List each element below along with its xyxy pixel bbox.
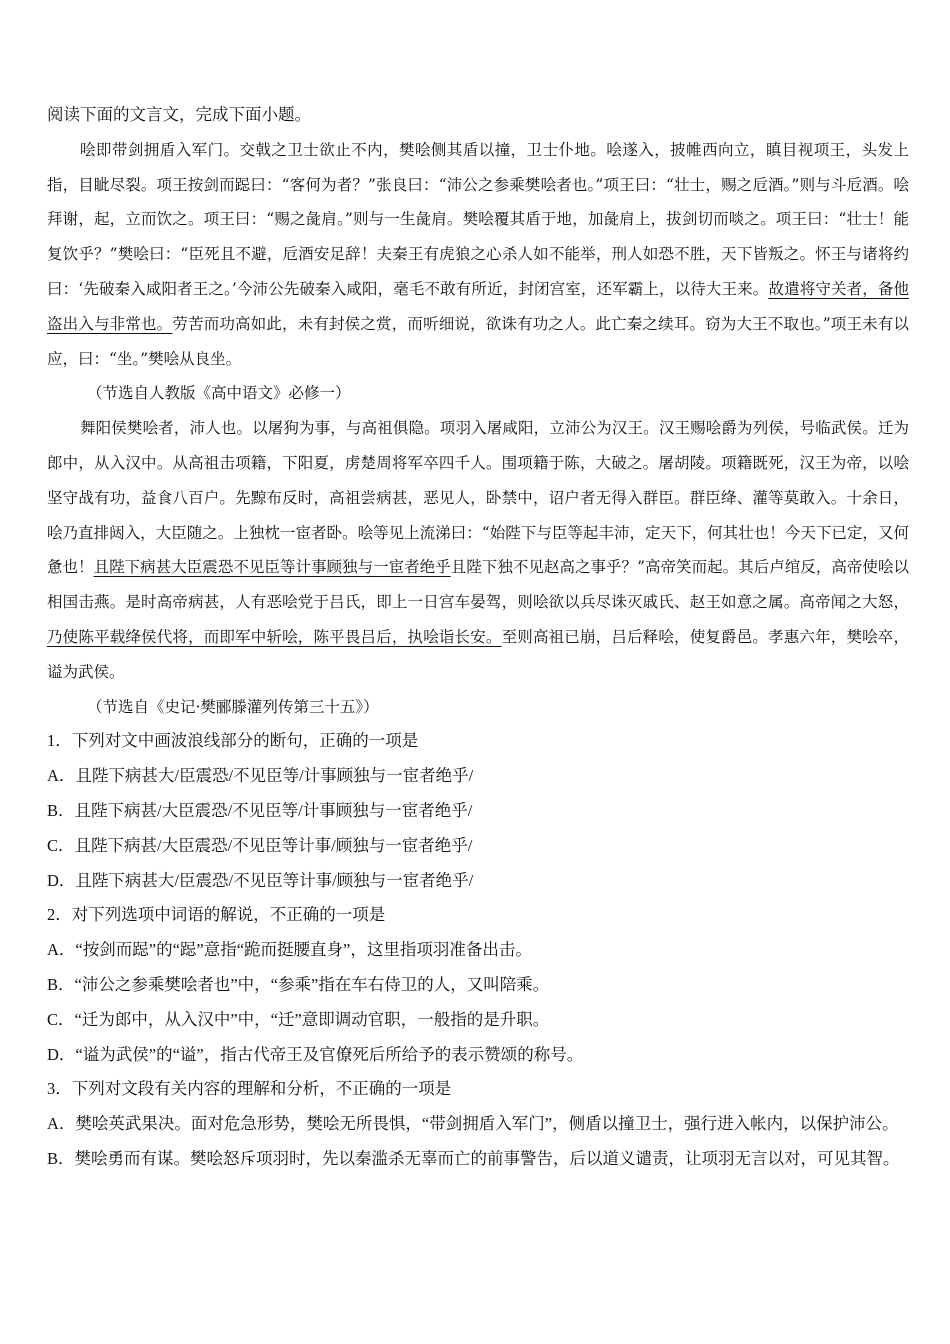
option-a: A．“按剑而跽”的“跽”意指“跪而挺腰直身”，这里指项羽准备出击。 xyxy=(47,940,532,960)
option-b: B．且陛下病甚/大臣震恐/不见臣等/计事顾独与一宦者绝乎/ xyxy=(47,800,473,820)
passage-2-wavy-underlined: 且陛下病甚大臣震恐不见臣等计事顾独与一宦者绝乎 xyxy=(93,558,451,577)
passage-2-text-c: 至则高祖已崩，吕后释哙，使复爵邑。孝惠六年，樊哙卒，谥为武侯。 xyxy=(47,627,909,681)
question-1 xyxy=(47,724,909,898)
question-stem: 1．下列对文中画波浪线部分的断句，正确的一项是 xyxy=(47,731,419,751)
option-d: D．且陛下病甚大/臣震恐/不见臣等计事/顾独与一宦者绝乎/ xyxy=(47,870,474,890)
exam-page xyxy=(47,98,909,1177)
passage-1-text-b: 劳苦而功高如此，未有封侯之赏，而听细说，欲诛有功之人。此亡秦之续耳。窃为大王不取也。”项王未有以应，曰：“坐。”樊哙从良坐。 xyxy=(47,314,909,368)
question-stem: 3．下列对文段有关内容的理解和分析，不正确的一项是 xyxy=(47,1079,452,1099)
passage-2-underlined: 乃使陈平载绛侯代将，而即军中斩哙，陈平畏吕后，执哙诣长安。 xyxy=(47,627,502,646)
question-2 xyxy=(47,898,909,1072)
option-b: B．“沛公之参乘樊哙者也”中，“参乘”指在车右侍卫的人，又叫陪乘。 xyxy=(47,974,550,994)
passage-1 xyxy=(47,133,909,377)
question-stem: 2．对下列选项中词语的解说，不正确的一项是 xyxy=(47,905,386,925)
option-b: B．樊哙勇而有谋。樊哙怒斥项羽时，先以秦滥杀无辜而亡的前事警告，后以道义谴责，让项羽无言以对，可见其智。 xyxy=(47,1148,900,1168)
option-c: C．且陛下病甚/大臣震恐/不见臣等计事/顾独与一宦者绝乎/ xyxy=(47,835,473,855)
option-a: A．樊哙英武果决。面对危急形势，樊哙无所畏惧，“带剑拥盾入军门”，侧盾以撞卫士，强行进入帐内，以保护沛公。 xyxy=(47,1114,899,1134)
passage-1-text-a: 哙即带剑拥盾入军门。交戟之卫士欲止不内，樊哙侧其盾以撞，卫士仆地。哙遂入，披帷西向立，瞋目视项王，头发上指，目眦尽裂。项王按剑而跽曰：“客何为者？”张良曰：“沛公之参乘樊哙者也。”项王曰：“壮士，赐之卮酒。”则与斗卮酒。哙拜谢，起，立而饮之。项王曰：“赐之彘肩。”则与一生彘肩。樊哙覆其盾于地，加彘肩上，拔剑切而啖之。项王曰：“壮士！能复饮乎？”樊哙曰：“臣死且不避，卮酒安足辞！夫秦王有虎狼之心杀人如不能举，刑人如恐不胜，天下皆叛之。怀王与诸将约曰：‘先破秦入咸阳者王之。’今沛公先破秦入咸阳，毫毛不敢有所近，封闭宫室，还军霸上，以待大王来。 xyxy=(47,140,909,298)
option-a: A．且陛下病甚大/臣震恐/不见臣等/计事顾独与一宦者绝乎/ xyxy=(47,766,474,786)
passage-2-text-b: 且陛下独不见赵高之事乎？”高帝笑而起。其后卢绾反，高帝使哙以相国击燕。是时高帝病甚，人有恶哙党于吕氏，即上一日宫车晏驾，则哙欲以兵尽诛灭戚氏、赵王如意之属。高帝闻之大怒， xyxy=(47,558,909,612)
passage-1-underlined: 故遣将守关者，备他盗出入与非常也。 xyxy=(47,279,909,333)
passage-2 xyxy=(47,411,909,689)
passage-1-source: （节选自人教版《高中语文》必修一） xyxy=(87,384,351,403)
question-3 xyxy=(47,1072,909,1176)
passage-2-source: （节选自《史记·樊郦滕灌列传第三十五》） xyxy=(87,697,379,716)
passage-2-text-a: 舞阳侯樊哙者，沛人也。以屠狗为事，与高祖俱隐。项羽入屠咸阳，立沛公为汉王。汉王赐哙爵为列侯，号临武侯。迁为郎中，从入汉中。从高祖击项籍，下阳夏，虏楚周将军卒四千人。围项籍于陈，大破之。屠胡陵。项籍既死，汉王为帝，以哙坚守战有功，益食八百户。先黥布反时，高祖尝病甚，恶见人，卧禁中，诏户者无得入群臣。群臣绛、灌等莫敢入。十余日，哙乃直排闼入，大臣随之。上独枕一宦者卧。哙等见上流涕曰：“始陛下与臣等起丰沛，定天下，何其壮也！今天下已定，又何惫也！ xyxy=(47,419,909,577)
option-c: C．“迁为郎中，从入汉中”中，“迁”意即调动官职，一般指的是升职。 xyxy=(47,1009,550,1029)
option-d: D．“谥为武侯”的“谥”，指古代帝王及官僚死后所给予的表示赞颂的称号。 xyxy=(47,1044,584,1064)
instruction: 阅读下面的文言文，完成下面小题。 xyxy=(47,105,311,124)
